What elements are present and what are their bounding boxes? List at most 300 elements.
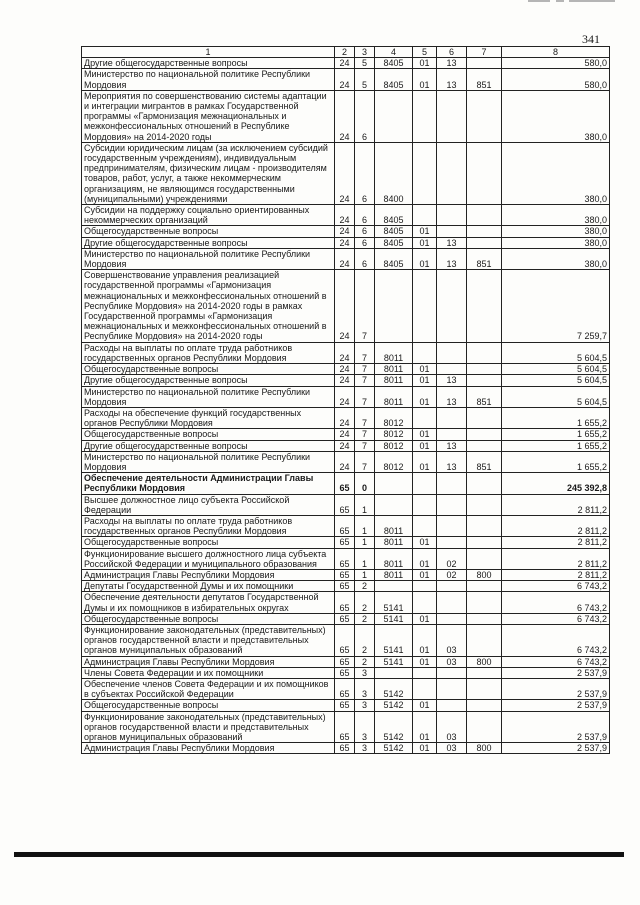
code-cell-7 [467,407,502,428]
header-cell: 1 [82,47,335,58]
code-cell-5 [413,581,437,592]
table-row [82,205,610,226]
code-cell-2: 65 [335,624,355,656]
table-row [82,569,610,580]
code-cell-7 [467,537,502,548]
code-cell-4: 8011 [375,364,413,375]
table-row [82,656,610,667]
code-cell-6: 13 [437,440,467,451]
amount-cell: 380,0 [502,90,610,142]
code-cell-5 [413,407,437,428]
code-cell-4: 5142 [375,711,413,743]
code-cell-5 [413,270,437,342]
code-cell-7: 851 [467,451,502,472]
code-cell-7 [467,473,502,494]
code-cell-4: 5141 [375,592,413,613]
code-cell-6: 13 [437,386,467,407]
code-cell-5: 01 [413,429,437,440]
code-cell-2: 65 [335,700,355,711]
scan-artifact [569,0,615,2]
code-cell-4: 5142 [375,743,413,754]
header-cell: 7 [467,47,502,58]
amount-cell: 245 392,8 [502,473,610,494]
table-row [82,451,610,472]
code-cell-4: 8405 [375,226,413,237]
code-cell-7: 851 [467,386,502,407]
code-cell-6: 03 [437,624,467,656]
code-cell-6 [437,473,467,494]
code-cell-5 [413,90,437,142]
table-header-row [82,47,610,58]
table-row [82,364,610,375]
table-row [82,473,610,494]
amount-cell: 6 743,2 [502,581,610,592]
code-cell-6 [437,667,467,678]
budget-table [81,46,610,754]
code-cell-6 [437,592,467,613]
code-cell-4: 8011 [375,375,413,386]
amount-cell: 2 537,9 [502,711,610,743]
code-cell-5: 01 [413,624,437,656]
amount-cell: 5 604,5 [502,364,610,375]
table-row [82,440,610,451]
code-cell-2: 24 [335,90,355,142]
code-cell-6: 13 [437,375,467,386]
amount-cell: 1 655,2 [502,407,610,428]
code-cell-2: 65 [335,613,355,624]
code-cell-2: 24 [335,58,355,69]
code-cell-7 [467,667,502,678]
code-cell-5: 01 [413,613,437,624]
code-cell-6 [437,226,467,237]
code-cell-5 [413,494,437,515]
row-name-cell: Депутаты Государственной Думы и их помощники [82,581,335,592]
code-cell-7 [467,440,502,451]
amount-cell: 2 811,2 [502,569,610,580]
code-cell-3: 6 [355,142,375,204]
code-cell-2: 24 [335,270,355,342]
amount-cell: 5 604,5 [502,342,610,363]
code-cell-5 [413,205,437,226]
code-cell-2: 24 [335,342,355,363]
table-row [82,226,610,237]
code-cell-5: 01 [413,548,437,569]
amount-cell: 380,0 [502,205,610,226]
code-cell-6 [437,270,467,342]
code-cell-2: 65 [335,569,355,580]
code-cell-3: 2 [355,656,375,667]
row-name-cell: Министерство по национальной политике Республики Мордовия [82,69,335,90]
code-cell-6 [437,364,467,375]
row-name-cell: Министерство по национальной политике Республики Мордовия [82,451,335,472]
amount-cell: 1 655,2 [502,451,610,472]
code-cell-4 [375,667,413,678]
table-row [82,494,610,515]
code-cell-2: 24 [335,386,355,407]
code-cell-6: 13 [437,237,467,248]
code-cell-4: 5141 [375,656,413,667]
code-cell-4: 8011 [375,515,413,536]
table-row [82,667,610,678]
code-cell-6 [437,142,467,204]
code-cell-4: 8012 [375,440,413,451]
code-cell-7 [467,270,502,342]
amount-cell: 6 743,2 [502,613,610,624]
code-cell-5: 01 [413,656,437,667]
code-cell-2: 65 [335,473,355,494]
code-cell-2: 65 [335,515,355,536]
code-cell-4: 8011 [375,537,413,548]
code-cell-3: 2 [355,613,375,624]
code-cell-5 [413,667,437,678]
table-row [82,142,610,204]
code-cell-3: 2 [355,581,375,592]
code-cell-5: 01 [413,226,437,237]
row-name-cell: Другие общегосударственные вопросы [82,237,335,248]
table-row [82,90,610,142]
table-row [82,69,610,90]
table-row [82,613,610,624]
row-name-cell: Функционирование высшего должностного лица субъекта Российской Федерации и муниципального образования [82,548,335,569]
code-cell-3: 3 [355,678,375,699]
code-cell-6: 03 [437,656,467,667]
row-name-cell: Общегосударственные вопросы [82,429,335,440]
page-number: 341 [582,32,600,46]
row-name-cell: Обеспечение деятельности Администрации Главы Республики Мордовия [82,473,335,494]
amount-cell: 6 743,2 [502,656,610,667]
code-cell-3: 5 [355,69,375,90]
code-cell-2: 65 [335,548,355,569]
code-cell-6: 13 [437,451,467,472]
code-cell-4: 8405 [375,237,413,248]
row-name-cell: Администрация Главы Республики Мордовия [82,569,335,580]
code-cell-3: 3 [355,700,375,711]
row-name-cell: Общегосударственные вопросы [82,700,335,711]
table-row [82,429,610,440]
code-cell-7 [467,375,502,386]
code-cell-3: 2 [355,624,375,656]
table-row [82,548,610,569]
row-name-cell: Общегосударственные вопросы [82,537,335,548]
code-cell-6 [437,90,467,142]
row-name-cell: Функционирование законодательных (представительных) органов государственной власти и представительных органов муниципальных образований [82,711,335,743]
code-cell-7 [467,592,502,613]
row-name-cell: Администрация Главы Республики Мордовия [82,656,335,667]
code-cell-5: 01 [413,537,437,548]
code-cell-6 [437,613,467,624]
code-cell-2: 65 [335,678,355,699]
code-cell-2: 24 [335,237,355,248]
amount-cell: 7 259,7 [502,270,610,342]
row-name-cell: Другие общегосударственные вопросы [82,440,335,451]
table-row [82,537,610,548]
code-cell-3: 7 [355,429,375,440]
code-cell-3: 7 [355,407,375,428]
code-cell-4: 8405 [375,58,413,69]
code-cell-4: 8405 [375,248,413,269]
code-cell-5: 01 [413,700,437,711]
row-name-cell: Общегосударственные вопросы [82,226,335,237]
header-cell: 6 [437,47,467,58]
row-name-cell: Министерство по национальной политике Республики Мордовия [82,248,335,269]
amount-cell: 2 811,2 [502,537,610,548]
code-cell-3: 7 [355,364,375,375]
code-cell-5: 01 [413,364,437,375]
amount-cell: 5 604,5 [502,375,610,386]
table-row [82,375,610,386]
row-name-cell: Высшее должностное лицо субъекта Российской Федерации [82,494,335,515]
code-cell-3: 1 [355,537,375,548]
table-row [82,342,610,363]
header-cell: 3 [355,47,375,58]
table-row [82,678,610,699]
code-cell-4 [375,90,413,142]
code-cell-4: 8011 [375,569,413,580]
row-name-cell: Обеспечение деятельности депутатов Государственной Думы и их помощников в избирательных округах [82,592,335,613]
code-cell-7 [467,226,502,237]
code-cell-5 [413,678,437,699]
code-cell-3: 3 [355,743,375,754]
code-cell-4: 8400 [375,142,413,204]
code-cell-2: 24 [335,364,355,375]
code-cell-6: 03 [437,711,467,743]
amount-cell: 2 537,9 [502,678,610,699]
bottom-rule [14,852,624,857]
code-cell-7 [467,237,502,248]
code-cell-4: 5142 [375,678,413,699]
code-cell-4 [375,494,413,515]
code-cell-3: 6 [355,237,375,248]
code-cell-7: 800 [467,569,502,580]
code-cell-6 [437,700,467,711]
amount-cell: 6 743,2 [502,592,610,613]
code-cell-6: 13 [437,69,467,90]
amount-cell: 380,0 [502,237,610,248]
code-cell-7: 851 [467,69,502,90]
code-cell-3: 6 [355,248,375,269]
code-cell-3: 1 [355,548,375,569]
header-cell: 4 [375,47,413,58]
code-cell-5: 01 [413,569,437,580]
amount-cell: 2 537,9 [502,743,610,754]
row-name-cell: Совершенствование управления реализацией государственной программы «Гармонизация межнациональных и межконфессиональных отношений в Республике Мордовия» на 2014-2020 годы в рамках Государственной программы «Гармонизация межнациональных и межконфессиональных отношений в Республике Мордовия» на 2014-2020 годы [82,270,335,342]
code-cell-4: 5141 [375,613,413,624]
table-row [82,624,610,656]
code-cell-4: 5141 [375,624,413,656]
code-cell-7 [467,142,502,204]
amount-cell: 1 655,2 [502,429,610,440]
table-row [82,58,610,69]
amount-cell: 380,0 [502,248,610,269]
code-cell-2: 24 [335,407,355,428]
code-cell-7 [467,364,502,375]
code-cell-2: 65 [335,592,355,613]
code-cell-3: 7 [355,342,375,363]
header-cell: 2 [335,47,355,58]
code-cell-5 [413,142,437,204]
code-cell-3: 6 [355,90,375,142]
code-cell-6 [437,342,467,363]
code-cell-7: 851 [467,248,502,269]
code-cell-7 [467,581,502,592]
code-cell-5: 01 [413,743,437,754]
code-cell-7 [467,58,502,69]
code-cell-2: 65 [335,743,355,754]
code-cell-2: 24 [335,205,355,226]
amount-cell: 580,0 [502,58,610,69]
code-cell-7: 800 [467,656,502,667]
code-cell-5: 01 [413,69,437,90]
code-cell-5: 01 [413,237,437,248]
amount-cell: 380,0 [502,142,610,204]
amount-cell: 2 537,9 [502,700,610,711]
row-name-cell: Субсидии на поддержку социально ориентированных некоммерческих организаций [82,205,335,226]
code-cell-6 [437,205,467,226]
amount-cell: 2 537,9 [502,667,610,678]
code-cell-4: 8011 [375,386,413,407]
header-cell: 5 [413,47,437,58]
code-cell-2: 24 [335,226,355,237]
code-cell-5: 01 [413,451,437,472]
row-name-cell: Расходы на обеспечение функций государственных органов Республики Мордовия [82,407,335,428]
code-cell-5: 01 [413,386,437,407]
code-cell-4: 8011 [375,342,413,363]
code-cell-4: 8405 [375,205,413,226]
code-cell-2: 24 [335,440,355,451]
table-row [82,270,610,342]
row-name-cell: Субсидии юридическим лицам (за исключением субсидий государственным учреждениям), индивидуальным предпринимателям, физическим лицам - производителям товаров, работ, услуг, а также некоммерческим организациям, не являющимся государственными (муниципальными) учреждениями [82,142,335,204]
code-cell-2: 24 [335,451,355,472]
amount-cell: 6 743,2 [502,624,610,656]
code-cell-2: 24 [335,248,355,269]
code-cell-6 [437,429,467,440]
table-row [82,711,610,743]
amount-cell: 2 811,2 [502,494,610,515]
code-cell-3: 3 [355,667,375,678]
code-cell-3: 5 [355,58,375,69]
code-cell-6: 03 [437,743,467,754]
code-cell-4: 8012 [375,407,413,428]
code-cell-5: 01 [413,248,437,269]
table-row [82,248,610,269]
code-cell-7 [467,494,502,515]
code-cell-4: 8011 [375,548,413,569]
code-cell-5 [413,515,437,536]
row-name-cell: Общегосударственные вопросы [82,613,335,624]
code-cell-7 [467,205,502,226]
code-cell-2: 65 [335,581,355,592]
code-cell-5 [413,592,437,613]
code-cell-3: 2 [355,592,375,613]
amount-cell: 1 655,2 [502,440,610,451]
code-cell-2: 65 [335,537,355,548]
code-cell-4: 5142 [375,700,413,711]
code-cell-6 [437,407,467,428]
code-cell-3: 7 [355,375,375,386]
code-cell-2: 65 [335,711,355,743]
code-cell-3: 7 [355,386,375,407]
row-name-cell: Обеспечение членов Совета Федерации и их помощников в субъектах Российской Федерации [82,678,335,699]
code-cell-4 [375,270,413,342]
code-cell-2: 24 [335,69,355,90]
row-name-cell: Общегосударственные вопросы [82,364,335,375]
row-name-cell: Другие общегосударственные вопросы [82,375,335,386]
table-row [82,407,610,428]
code-cell-2: 65 [335,656,355,667]
code-cell-3: 7 [355,440,375,451]
code-cell-7 [467,700,502,711]
table-row [82,386,610,407]
row-name-cell: Мероприятия по совершенствованию системы адаптации и интеграции мигрантов в рамках Государственной программы «Гармонизация межнациональных и межконфессиональных отношений в Республике Мордовия» на 2014-2020 годы [82,90,335,142]
code-cell-3: 6 [355,226,375,237]
code-cell-6: 13 [437,58,467,69]
code-cell-7 [467,429,502,440]
code-cell-3: 3 [355,711,375,743]
code-cell-6: 02 [437,548,467,569]
code-cell-4: 8012 [375,451,413,472]
code-cell-3: 7 [355,451,375,472]
table-row [82,237,610,248]
code-cell-5: 01 [413,375,437,386]
code-cell-4 [375,473,413,494]
amount-cell: 2 811,2 [502,515,610,536]
code-cell-7 [467,613,502,624]
code-cell-2: 24 [335,142,355,204]
row-name-cell: Министерство по национальной политике Республики Мордовия [82,386,335,407]
code-cell-7 [467,624,502,656]
table-row [82,515,610,536]
amount-cell: 380,0 [502,226,610,237]
code-cell-3: 0 [355,473,375,494]
code-cell-5: 01 [413,58,437,69]
scan-artifact [528,0,550,2]
code-cell-2: 24 [335,375,355,386]
code-cell-6 [437,537,467,548]
code-cell-6 [437,581,467,592]
code-cell-6: 13 [437,248,467,269]
table-row [82,581,610,592]
amount-cell: 5 604,5 [502,386,610,407]
code-cell-7 [467,678,502,699]
table-row [82,743,610,754]
code-cell-2: 65 [335,494,355,515]
row-name-cell: Расходы на выплаты по оплате труда работников государственных органов Республики Мордовия [82,515,335,536]
code-cell-3: 1 [355,494,375,515]
code-cell-7 [467,90,502,142]
amount-cell: 580,0 [502,69,610,90]
code-cell-7 [467,342,502,363]
code-cell-5 [413,342,437,363]
code-cell-7 [467,548,502,569]
code-cell-6 [437,494,467,515]
code-cell-2: 24 [335,429,355,440]
code-cell-2: 65 [335,667,355,678]
code-cell-7 [467,515,502,536]
code-cell-4 [375,581,413,592]
code-cell-4: 8405 [375,69,413,90]
code-cell-3: 6 [355,205,375,226]
table-row [82,592,610,613]
code-cell-5: 01 [413,440,437,451]
code-cell-5 [413,473,437,494]
code-cell-3: 1 [355,569,375,580]
row-name-cell: Администрация Главы Республики Мордовия [82,743,335,754]
code-cell-6 [437,678,467,699]
code-cell-6 [437,515,467,536]
header-cell: 8 [502,47,610,58]
code-cell-6: 02 [437,569,467,580]
code-cell-7: 800 [467,743,502,754]
